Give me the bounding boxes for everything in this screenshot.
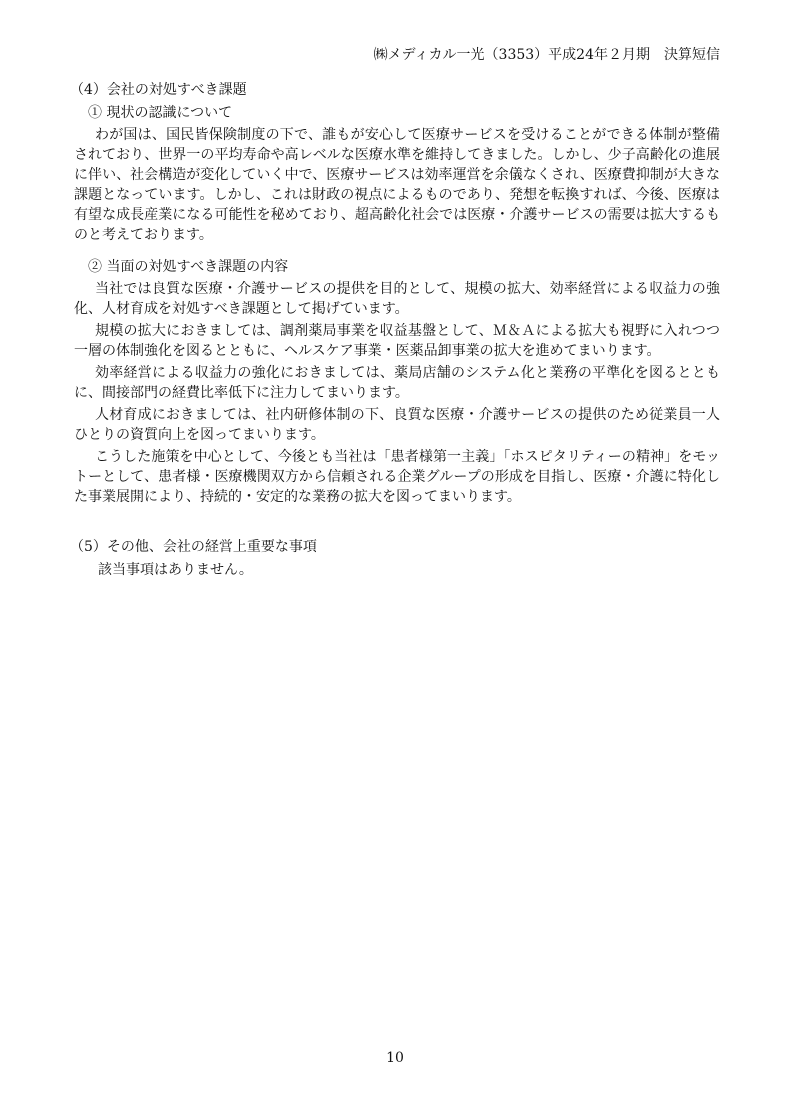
- section-5-body: 該当事項はありません。: [98, 562, 253, 578]
- subsection-2-paragraph: 当社では良質な医療・介護サービスの提供を目的として、規模の拡大、効率経営による収益力の強化、人材育成を対処すべき課題として掲げています。: [74, 281, 720, 317]
- subsection-2-paragraph: 規模の拡大におきましては、調剤薬局事業を収益基盤として、Ｍ＆Ａによる拡大も視野に入れつつ一層の体制強化を図るとともに、ヘルスケア事業・医薬品卸事業の拡大を進めてまいります。: [74, 323, 720, 359]
- subsection-2-paragraph: 人材育成におきましては、社内研修体制の下、良質な医療・介護サービスの提供のため従業員一人ひとりの資質向上を図ってまいります。: [74, 407, 720, 443]
- document-header: ㈱メディカル一光（3353）平成24年２月期 決算短信: [373, 47, 720, 63]
- subsection-1-paragraph: わが国は、国民皆保険制度の下で、誰もが安心して医療サービスを受けることができる体制が整備されており、世界一の平均寿命や高レベルな医療水準を維持してきました。しかし、少子高齢化の進展に伴い、社会構造が変化していく中で、医療サービスは効率運営を余儀なくされ、医療費抑制が大きな課題となっています。しかし、これは財政の視点によるものであり、発想を転換すれば、今後、医療は有望な成長産業になる可能性を秘めており、超高齢化社会では医療・介護サービスの需要は拡大するものと考えております。: [74, 127, 720, 243]
- subsection-1-heading: ① 現状の認識について: [88, 105, 233, 121]
- subsection-2-paragraph: 効率経営による収益力の強化におきましては、薬局店舗のシステム化と業務の平準化を図るとともに、間接部門の経費比率低下に注力してまいります。: [74, 365, 720, 401]
- subsection-2-heading: ② 当面の対処すべき課題の内容: [88, 259, 289, 275]
- section-5-heading: （5）その他、会社の経営上重要な事項: [70, 539, 317, 555]
- section-4-heading: （4）会社の対処すべき課題: [70, 82, 247, 98]
- page-number: 10: [386, 1050, 404, 1066]
- subsection-2-paragraph: こうした施策を中心として、今後とも当社は「患者様第一主義」「ホスピタリティーの精神」をモットーとして、患者様・医療機関双方から信頼される企業グループの形成を目指し、医療・介護に特化した事業展開により、持続的・安定的な業務の拡大を図ってまいります。: [74, 449, 720, 505]
